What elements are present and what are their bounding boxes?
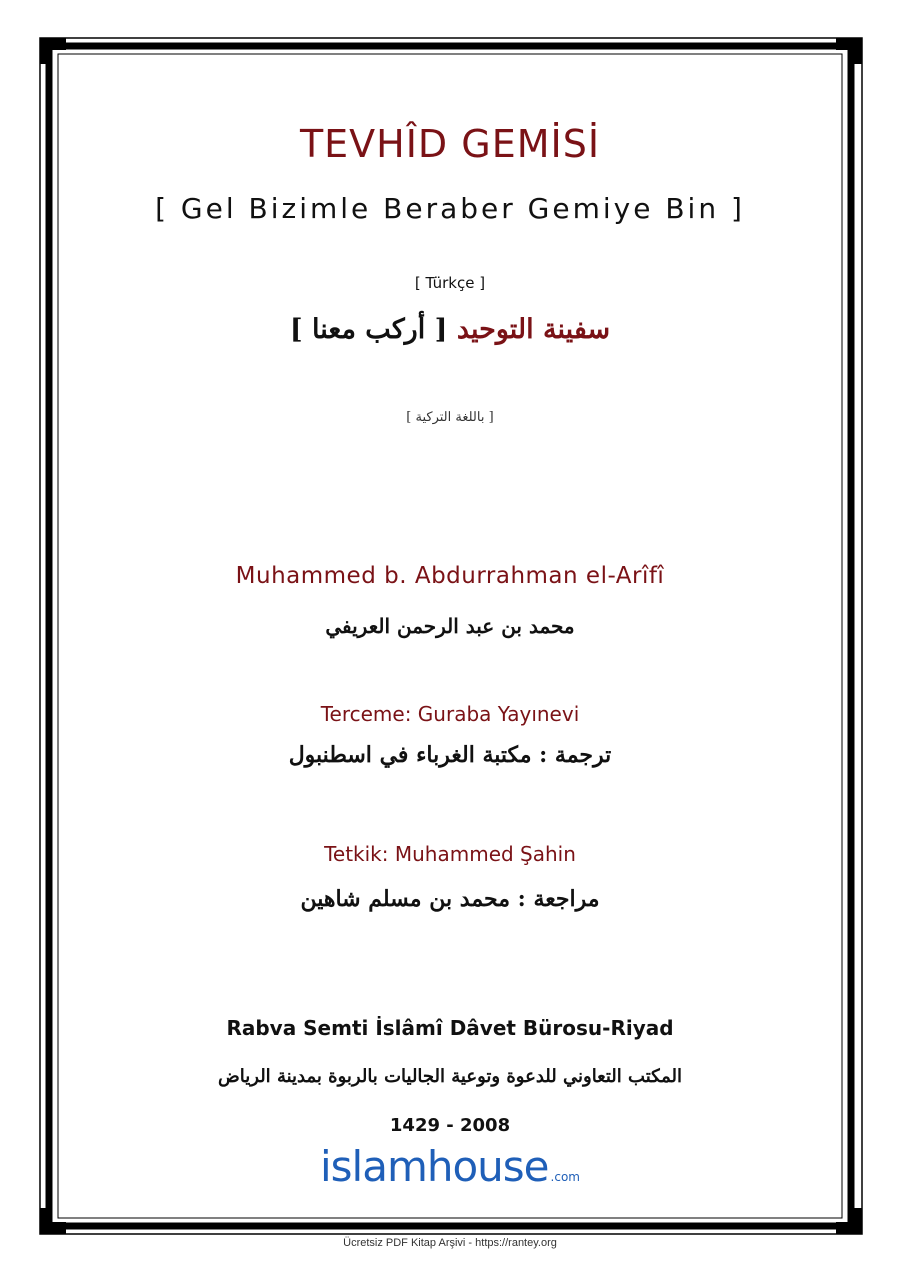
- language-label: [ Türkçe ]: [414, 274, 486, 292]
- author-name: Muhammed b. Abdurrahman el-Arîfî: [235, 563, 665, 589]
- reviewer-line-arabic: مراجعة : محمد بن مسلم شاهين: [300, 886, 600, 912]
- publisher-name: Rabva Semti İslâmî Dâvet Bürosu-Riyad: [226, 1016, 674, 1040]
- logo-wordmark: islamhouse: [320, 1142, 549, 1191]
- translator-line: Terceme: Guraba Yayınevi: [320, 702, 580, 726]
- arabic-title-sub: [ أركب معنا ]: [289, 314, 448, 345]
- arabic-title: [0, 314, 900, 345]
- footer-source-link[interactable]: Ücretsiz PDF Kitap Arşivi - https://rantey.org: [343, 1237, 557, 1249]
- arabic-title-main: سفينة التوحيد: [456, 314, 611, 345]
- islamhouse-logo[interactable]: [0, 1142, 900, 1191]
- page-subtitle: [ Gel Bizimle Beraber Gemiye Bin ]: [155, 192, 745, 225]
- reviewer-line: Tetkik: Muhammed Şahin: [324, 842, 576, 866]
- page-title: TEVHÎD GEMİSİ: [299, 122, 601, 166]
- logo-suffix: .com: [550, 1170, 580, 1184]
- publisher-name-arabic: المكتب التعاوني للدعوة وتوعية الجاليات بالربوة بمدينة الرياض: [218, 1066, 682, 1087]
- translator-line-arabic: ترجمة : مكتبة الغرباء في اسطنبول: [288, 742, 612, 768]
- author-name-arabic: محمد بن عبد الرحمن العريفي: [325, 614, 575, 638]
- publication-year: 1429 - 2008: [389, 1115, 511, 1136]
- arabic-language-label: [ باللغة التركية ]: [406, 410, 494, 425]
